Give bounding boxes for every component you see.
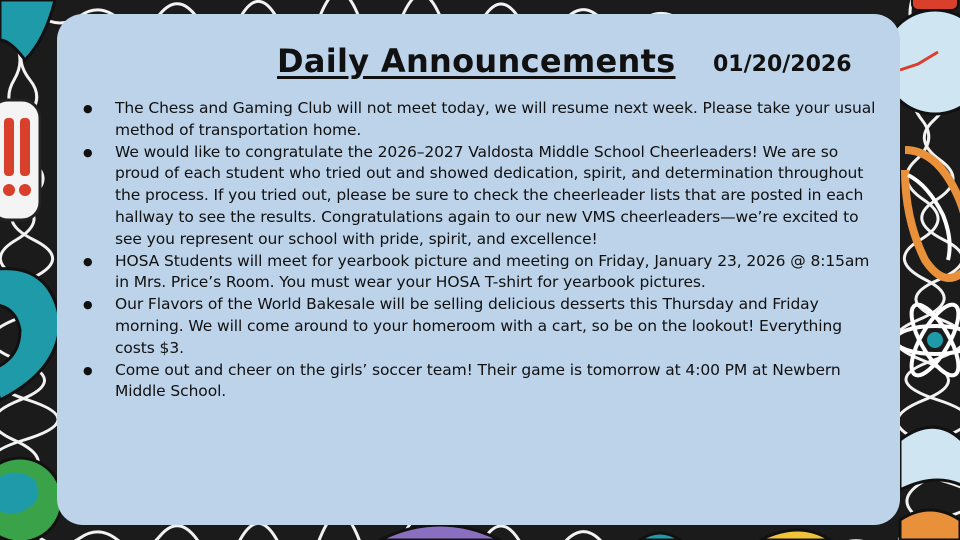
exclamation-sticker-icon xyxy=(0,100,40,220)
announcement-date: 01/20/2026 xyxy=(713,52,852,77)
announcement-item: ● Come out and cheer on the girls’ soccer team! Their game is tomorrow at 4:00 PM at Newbern Middle School. xyxy=(81,360,881,404)
page-title: Daily Announcements xyxy=(277,42,676,80)
announcement-card xyxy=(57,14,900,525)
announcement-item: ● The Chess and Gaming Club will not meet today, we will resume next week. Please take your usual method of transportation home. xyxy=(81,98,881,142)
announcement-item: ● HOSA Students will meet for yearbook picture and meeting on Friday, January 23, 2026 @ 8:15am in Mrs. Price’s Room. You must wear your HOSA T-shirt for yearbook pictures. xyxy=(81,251,881,295)
announcement-list xyxy=(81,98,881,403)
announcement-item: ● Our Flavors of the World Bakesale will be selling delicious desserts this Thursday and Friday morning. We will come around to your homeroom with a cart, so be on the lookout! Everything costs $3. xyxy=(81,294,881,359)
announcement-item: ● We would like to congratulate the 2026–2027 Valdosta Middle School Cheerleaders! We are so proud of each student who tried out and showed dedication, spirit, and determination throughout the process. If you tried out, please be sure to check the cheerleader lists that are posted in each hallway to see the results. Congratulations again to our new VMS cheerleaders—we’re excited to see you represent our school with pride, spirit, and excellence! xyxy=(81,142,881,251)
